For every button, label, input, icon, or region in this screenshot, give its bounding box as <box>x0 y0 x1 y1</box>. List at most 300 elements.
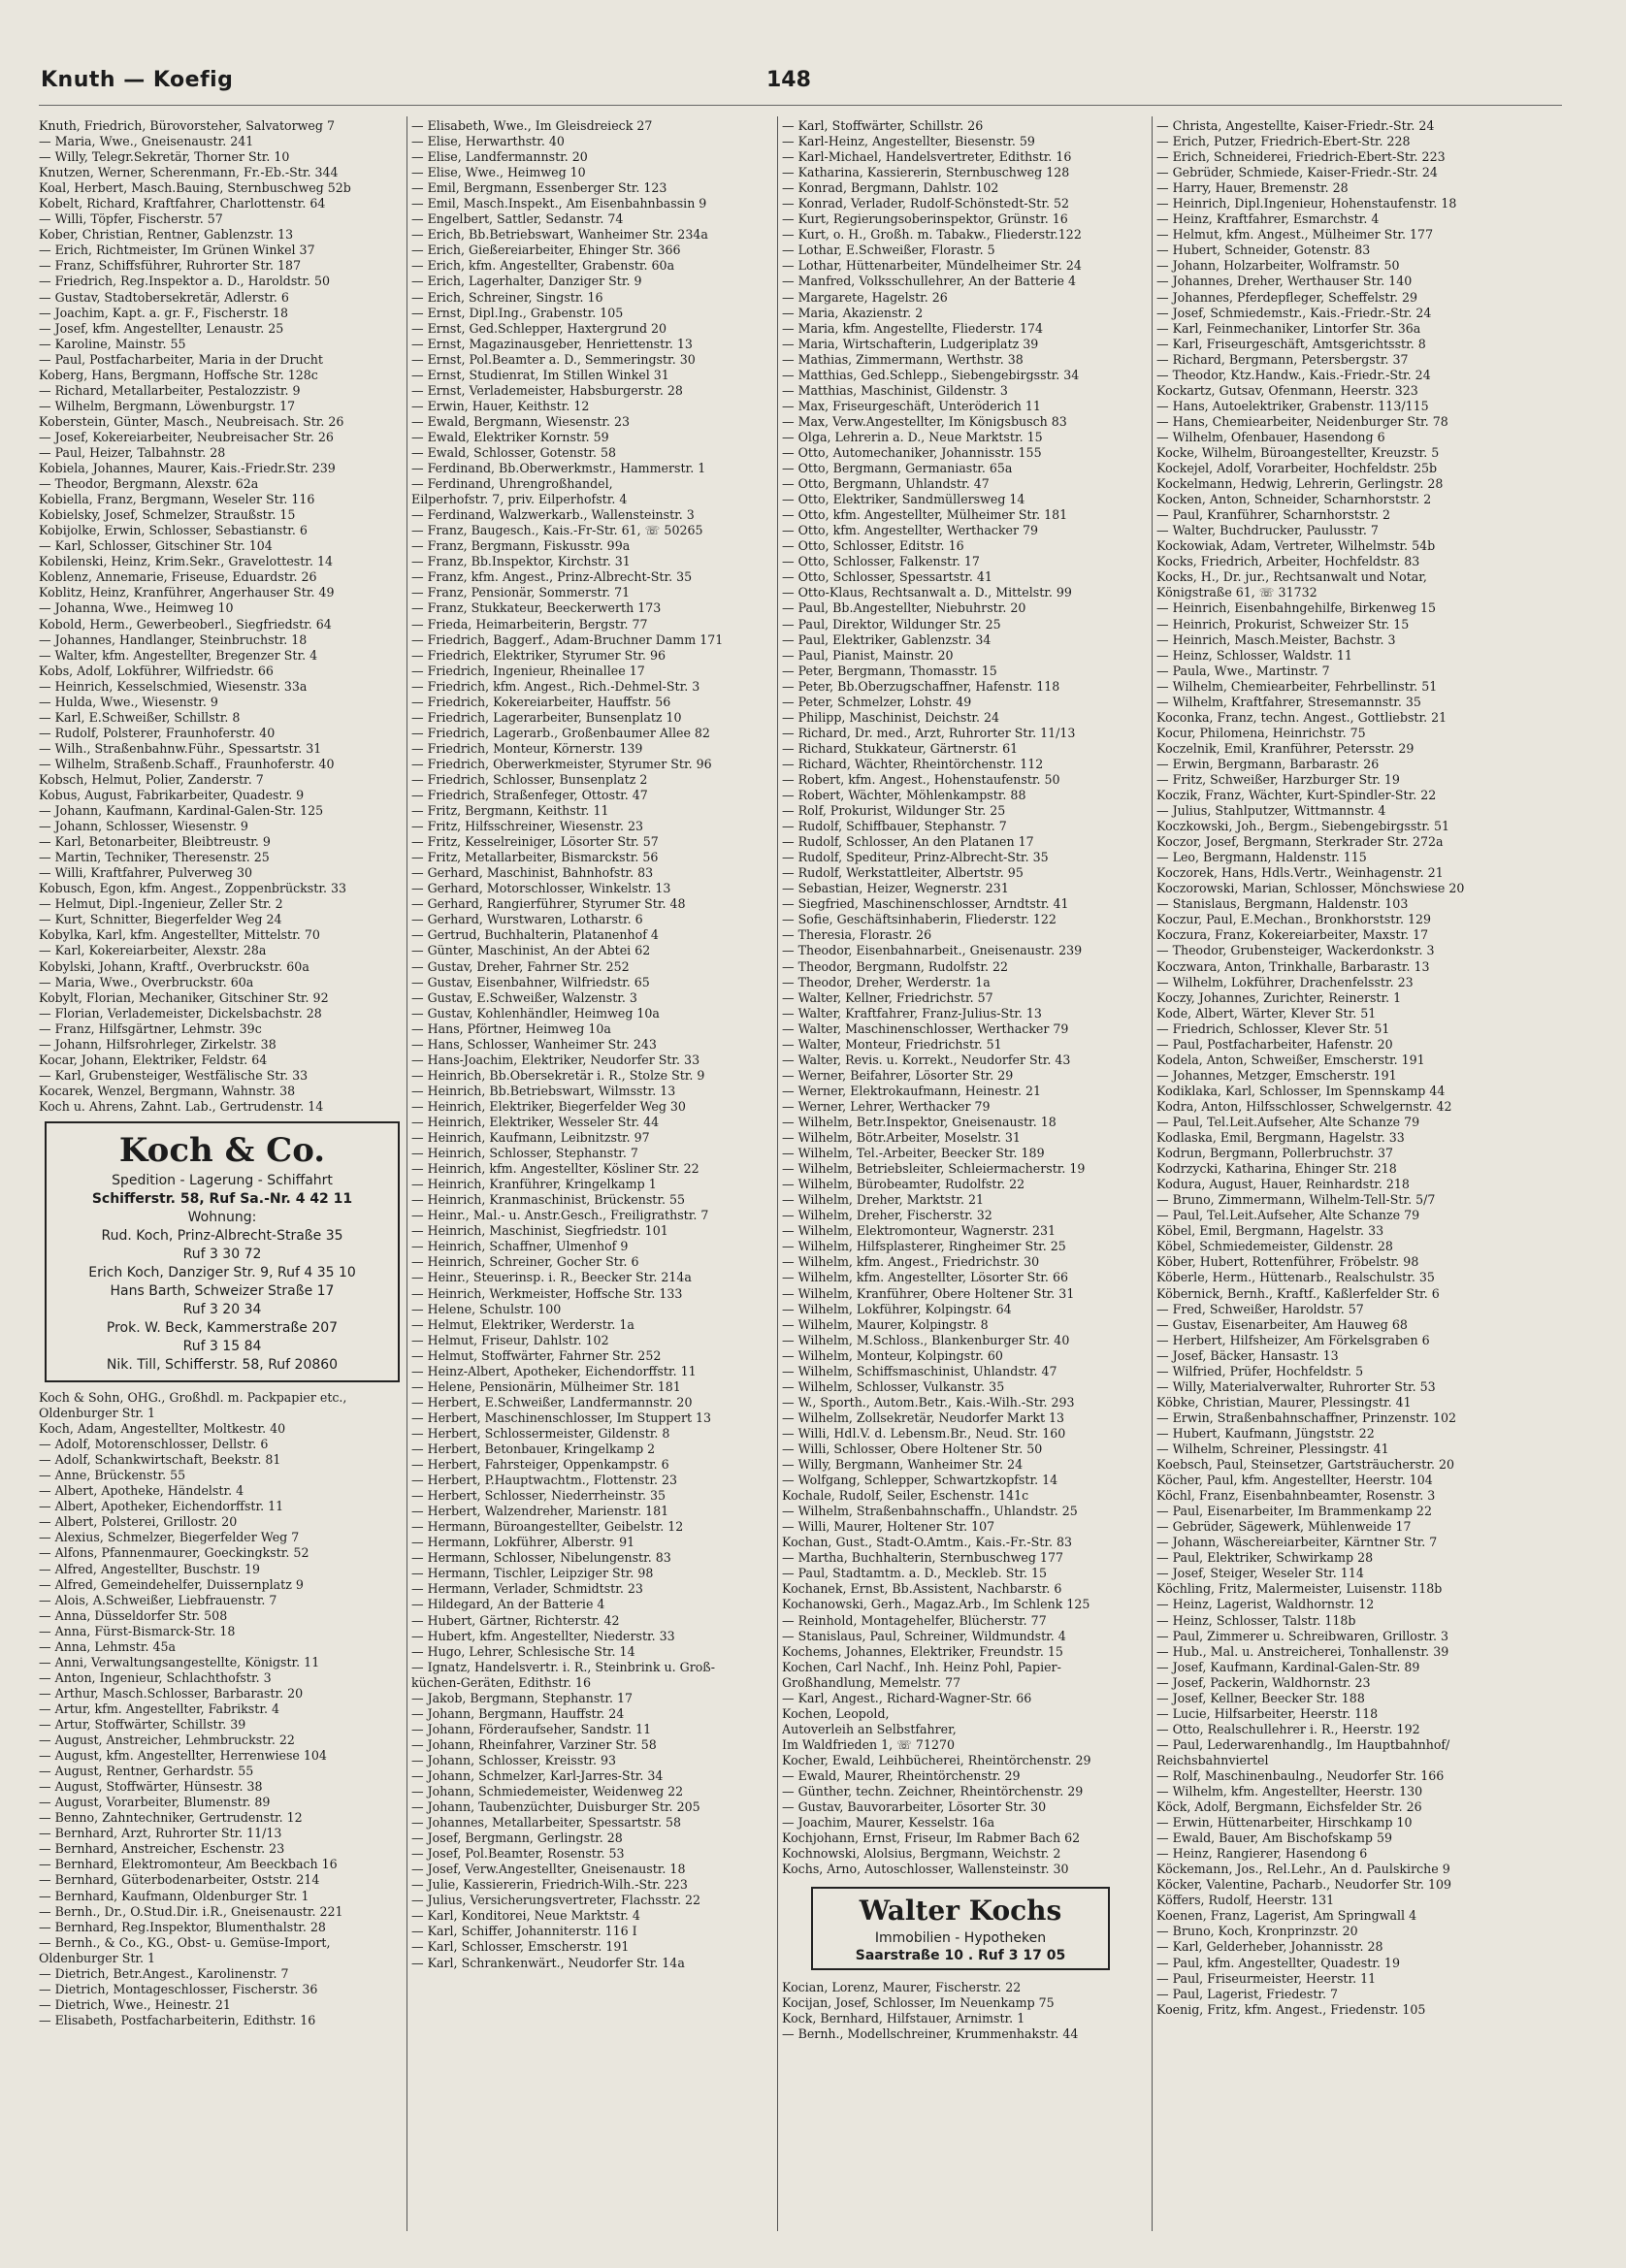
directory-entry: — Helene, Pensionärin, Mülheimer Str. 181 <box>411 1378 681 1394</box>
directory-entry: Kocijan, Josef, Schlosser, Im Neuenkamp 75 <box>782 1995 1055 2011</box>
directory-entry: — Wilhelm, Straßenbahnschaffn., Uhlandstr. 25 <box>782 1504 1078 1519</box>
directory-entry: — Erich, Gießereiarbeiter, Ehinger Str. 366 <box>411 243 681 258</box>
directory-entry: Köbel, Schmiedemeister, Gildenstr. 28 <box>1156 1239 1393 1254</box>
directory-entry: — Albert, Polsterei, Grillostr. 20 <box>39 1514 238 1530</box>
directory-entry: — Hans, Chemiearbeiter, Neidenburger Str. 78 <box>1156 413 1448 429</box>
directory-entry: — August, Stoffwärter, Hünsestr. 38 <box>39 1779 263 1795</box>
directory-entry: — Erich, kfm. Angestellter, Grabenstr. 60a <box>411 258 675 274</box>
directory-entry: — Johann, Schlosser, Kreisstr. 93 <box>411 1752 617 1767</box>
ad-line: Erich Koch, Danziger Str. 9, Ruf 4 35 10 <box>88 1265 356 1280</box>
directory-entry: — Karl, Angest., Richard-Wagner-Str. 66 <box>782 1690 1032 1705</box>
directory-entry: — Karl, Friseurgeschäft, Amtsgerichtsstr. 8 <box>1156 336 1426 351</box>
directory-entry: Koczwara, Anton, Trinkhalle, Barbarastr. 13 <box>1156 958 1430 974</box>
directory-entry: — Johann, Förderaufseher, Sandstr. 11 <box>411 1721 652 1736</box>
directory-entry: Kode, Albert, Wärter, Klever Str. 51 <box>1156 1005 1377 1021</box>
directory-entry: — Elise, Landfermannstr. 20 <box>411 149 588 165</box>
directory-entry: Kodiklaka, Karl, Schlosser, Im Spennskamp 44 <box>1156 1083 1446 1098</box>
directory-entry: Kobiella, Franz, Bergmann, Weseler Str. 116 <box>39 492 315 507</box>
directory-entry: — Hans, Pförtner, Heimweg 10a <box>411 1021 611 1036</box>
directory-entry: — Albert, Apotheke, Händelstr. 4 <box>39 1483 244 1499</box>
directory-entry: — Peter, Bergmann, Thomasstr. 15 <box>782 663 997 678</box>
directory-entry: — Karl, Feinmechaniker, Lintorfer Str. 36a <box>1156 320 1421 336</box>
directory-entry: Koenen, Franz, Lagerist, Am Springwall 4 <box>1156 1908 1417 1924</box>
directory-entry: Kobylski, Johann, Kraftf., Overbruckstr. 60a <box>39 958 309 974</box>
directory-entry: — Josef, Kaufmann, Kardinal-Galen-Str. 89 <box>1156 1659 1420 1674</box>
directory-entry: — Walter, Monteur, Friedrichstr. 51 <box>782 1036 1002 1052</box>
directory-entry: Kockowiak, Adam, Vertreter, Wilhelmstr. 54b <box>1156 538 1436 554</box>
directory-entry: — Maria, Wirtschafterin, Ludgeriplatz 39 <box>782 336 1039 351</box>
directory-entry: — Erwin, Bergmann, Barbarastr. 26 <box>1156 756 1380 771</box>
directory-entry: Koch & Sohn, OHG., Großhdl. m. Packpapier etc., <box>39 1390 347 1405</box>
directory-entry: — Josef, Bäcker, Hansastr. 13 <box>1156 1347 1339 1363</box>
directory-entry: — Friedrich, Schlosser, Bunsenplatz 2 <box>411 771 648 787</box>
directory-entry: — Franz, kfm. Angest., Prinz-Albrecht-Str. 35 <box>411 569 693 585</box>
directory-entry: — Gustav, Eisenarbeiter, Am Hauweg 68 <box>1156 1316 1408 1332</box>
directory-entry: — Johann, Holzarbeiter, Wolframstr. 50 <box>1156 258 1400 274</box>
directory-entry: — Erich, Lagerhalter, Danziger Str. 9 <box>411 274 642 289</box>
directory-entry: — Heinrich, Elektriker, Biegerfelder Weg 30 <box>411 1098 686 1114</box>
directory-entry: — Johann, Schlosser, Wiesenstr. 9 <box>39 819 248 834</box>
directory-entry: — Lothar, E.Schweißer, Florastr. 5 <box>782 243 995 258</box>
directory-entry: — Heinrich, Prokurist, Schweizer Str. 15 <box>1156 616 1410 632</box>
directory-entry: — Heinrich, Schreiner, Gocher Str. 6 <box>411 1254 639 1270</box>
directory-entry: — Fred, Schweißer, Haroldstr. 57 <box>1156 1301 1364 1316</box>
directory-entry: Kodela, Anton, Schweißer, Emscherstr. 191 <box>1156 1052 1425 1067</box>
directory-entry: — Helene, Schulstr. 100 <box>411 1301 562 1316</box>
directory-entry: — Heinz, Schlosser, Waldstr. 11 <box>1156 647 1352 663</box>
directory-entry: — Paul, Eisenarbeiter, Im Brammenkamp 22 <box>1156 1504 1432 1519</box>
directory-entry: — Heinrich, Werkmeister, Hoffsche Str. 133 <box>411 1285 683 1301</box>
directory-entry: Kocken, Anton, Schneider, Scharnhorststr. 2 <box>1156 492 1432 507</box>
directory-entry: — Gustav, Stadtobersekretär, Adlerstr. 6 <box>39 289 289 305</box>
directory-entry: — Erich, Schneiderei, Friedrich-Ebert-Str. 223 <box>1156 149 1446 165</box>
directory-entry: Köck, Adolf, Bergmann, Eichsfelder Str. 26 <box>1156 1799 1422 1815</box>
directory-entry: — Friedrich, Schlosser, Klever Str. 51 <box>1156 1021 1390 1036</box>
directory-entry: — Franz, Bergmann, Fiskusstr. 99a <box>411 538 631 554</box>
directory-entry: — Wilhelm, Kraftfahrer, Stresemannstr. 35 <box>1156 694 1421 709</box>
directory-entry: — Heinrich, kfm. Angestellter, Kösliner Str. 22 <box>411 1161 699 1177</box>
directory-entry: Koczorek, Hans, Hdls.Vertr., Weinhagenstr. 21 <box>1156 865 1444 881</box>
page-number: 148 <box>766 68 811 92</box>
directory-entry: — Johannes, Metallarbeiter, Spessartstr. 58 <box>411 1815 682 1831</box>
directory-entry: — Paul, Direktor, Wildunger Str. 25 <box>782 616 1001 632</box>
directory-entry: — Matthias, Ged.Schlepp., Siebengebirgsstr. 34 <box>782 367 1080 382</box>
directory-entry: — Maria, Wwe., Overbruckstr. 60a <box>39 974 254 989</box>
directory-entry: — Adolf, Schankwirtschaft, Beekstr. 81 <box>39 1452 281 1468</box>
directory-entry: — Erich, Putzer, Friedrich-Ebert-Str. 228 <box>1156 134 1411 149</box>
directory-entry: Köberle, Herm., Hüttenarb., Realschulstr. 35 <box>1156 1270 1435 1285</box>
directory-entry: — Wilhelm, Betriebsleiter, Schleiermacherstr. 19 <box>782 1161 1086 1177</box>
directory-entry: — Artur, Stoffwärter, Schillstr. 39 <box>39 1716 246 1732</box>
directory-entry: — Erwin, Hüttenarbeiter, Hirschkamp 10 <box>1156 1815 1413 1831</box>
ad-line: Schifferstr. 58, Ruf Sa.-Nr. 4 42 11 <box>91 1191 353 1207</box>
directory-entry: — Franz, Stukkateur, Beeckerwerth 173 <box>411 600 662 616</box>
directory-entry: — Karl, Schrankenwärt., Neudorfer Str. 14a <box>411 1955 685 1970</box>
directory-entry: — Helmut, Dipl.-Ingenieur, Zeller Str. 2 <box>39 896 283 912</box>
directory-entry: — Paul, Bb.Angestellter, Niebuhrstr. 20 <box>782 600 1026 616</box>
directory-entry: — Richard, Bergmann, Petersbergstr. 37 <box>1156 351 1409 367</box>
directory-entry: — Josef, Pol.Beamter, Rosenstr. 53 <box>411 1846 625 1862</box>
directory-entry: Kochale, Rudolf, Seiler, Eschenstr. 141c <box>782 1488 1029 1504</box>
directory-entry: — Dietrich, Montageschlosser, Fischerstr. 36 <box>39 1981 318 1996</box>
directory-entry: — Lothar, Hüttenarbeiter, Mündelheimer Str. 24 <box>782 258 1082 274</box>
directory-entry: — Hermann, Tischler, Leipziger Str. 98 <box>411 1566 654 1581</box>
directory-entry: — Anton, Ingenieur, Schlachthofstr. 3 <box>39 1669 272 1685</box>
directory-entry: — Heinrich, Schlosser, Stephanstr. 7 <box>411 1146 638 1161</box>
directory-entry: — Johann, Kaufmann, Kardinal-Galen-Str. 125 <box>39 803 324 819</box>
directory-entry: Im Waldfrieden 1, ☏ 71270 <box>782 1736 955 1752</box>
directory-entry: Kobylka, Karl, kfm. Angestellter, Mittelstr. 70 <box>39 927 320 943</box>
ad-company-name: Walter Kochs <box>859 1895 1062 1928</box>
directory-entry: — Paul, Elektriker, Schwirkamp 28 <box>1156 1550 1374 1566</box>
ad-line: Ruf 3 20 34 <box>182 1302 262 1317</box>
directory-entry: — Wilhelm, Elektromonteur, Wagnerstr. 231 <box>782 1223 1056 1239</box>
directory-entry: Köckemann, Jos., Rel.Lehr., An d. Paulskirche 9 <box>1156 1862 1450 1877</box>
column-4-entries <box>1156 118 1554 1115</box>
directory-entry: — Olga, Lehrerin a. D., Neue Marktstr. 15 <box>782 429 1043 444</box>
directory-entry: — Paul, Tel.Leit.Aufseher, Alte Schanze 79 <box>1156 1115 1420 1129</box>
directory-entry: — Wilhelm, Bergmann, Löwenburgstr. 17 <box>39 398 296 413</box>
directory-entry: — Wilfried, Prüfer, Hochfeldstr. 5 <box>1156 1363 1364 1378</box>
column-3-entries <box>782 118 1149 1115</box>
directory-entry: — Alexius, Schmelzer, Biegerfelder Weg 7 <box>39 1530 300 1545</box>
directory-entry: — Franz, Schiffsführer, Ruhrorter Str. 187 <box>39 258 302 274</box>
directory-entry: — Wilhelm, Straßenb.Schaff., Fraunhoferstr. 40 <box>39 756 335 771</box>
directory-entry: — Bruno, Koch, Kronprinzstr. 20 <box>1156 1924 1358 1939</box>
directory-entry: — Johannes, Handlanger, Steinbruchstr. 18 <box>39 632 308 647</box>
directory-entry: — Heinrich, Kaufmann, Leibnitzstr. 97 <box>411 1130 650 1146</box>
directory-entry: — Bernhard, Reg.Inspektor, Blumenthalstr. 28 <box>39 1919 326 1934</box>
directory-entry: — Werner, Elektrokaufmann, Heinestr. 21 <box>782 1083 1041 1098</box>
directory-entry: — Wilh., Straßenbahnw.Führ., Spessartstr. 31 <box>39 740 322 756</box>
directory-entry: — Otto, Elektriker, Sandmüllersweg 14 <box>782 492 1025 507</box>
directory-entry: — Erich, Schreiner, Singstr. 16 <box>411 289 603 305</box>
directory-entry: — Werner, Beifahrer, Lösorter Str. 29 <box>782 1067 1014 1083</box>
directory-entry: — Josef, Schmiedemstr., Kais.-Friedr.-Str. 24 <box>1156 305 1432 320</box>
directory-entry: — Rolf, Prokurist, Wildunger Str. 25 <box>782 803 1006 819</box>
directory-entry: — Anna, Lehmstr. 45a <box>39 1638 176 1654</box>
directory-entry: küchen-Geräten, Edithstr. 16 <box>411 1674 592 1690</box>
directory-entry: — Bruno, Zimmermann, Wilhelm-Tell-Str. 5/7 <box>1156 1192 1436 1208</box>
directory-entry: — Josef, Steiger, Weseler Str. 114 <box>1156 1566 1364 1581</box>
directory-entry: — Alois, A.Schweißer, Liebfrauenstr. 7 <box>39 1592 277 1607</box>
directory-entry: — Rolf, Maschinenbaulng., Neudorfer Str. 166 <box>1156 1767 1445 1783</box>
directory-entry: — Artur, kfm. Angestellter, Fabrikstr. 4 <box>39 1701 279 1716</box>
directory-entry: — Willy, Materialverwalter, Ruhrorter Str. 53 <box>1156 1378 1436 1394</box>
directory-entry: — Heinz-Albert, Apotheker, Eichendorffstr. 11 <box>411 1363 697 1378</box>
directory-entry: — Johann, Hilfsrohrleger, Zirkelstr. 38 <box>39 1036 276 1052</box>
directory-entry: — Johann, Taubenzüchter, Duisburger Str. 205 <box>411 1799 700 1815</box>
directory-entry: — Hans-Joachim, Elektriker, Neudorfer Str. 33 <box>411 1052 700 1067</box>
directory-entry: — Christa, Angestellte, Kaiser-Friedr.-Str. 24 <box>1156 118 1435 133</box>
directory-entry: — Friedrich, Straßenfeger, Ottostr. 47 <box>411 788 648 803</box>
directory-entry: — Jakob, Bergmann, Stephanstr. 17 <box>411 1690 634 1705</box>
directory-entry: Kobsch, Helmut, Polier, Zanderstr. 7 <box>39 771 264 787</box>
directory-entry: — Otto, Bergmann, Uhlandstr. 47 <box>782 476 990 492</box>
directory-entry: Koczy, Johannes, Zurichter, Reinerstr. 1 <box>1156 989 1402 1005</box>
directory-entry: — Theodor, Bergmann, Rudolfstr. 22 <box>782 958 1009 974</box>
directory-entry: Koczor, Josef, Bergmann, Sterkrader Str. 272a <box>1156 834 1444 850</box>
directory-entry: Kochen, Carl Nachf., Inh. Heinz Pohl, Papier- <box>782 1659 1061 1674</box>
directory-entry: — Wilhelm, Tel.-Arbeiter, Beecker Str. 189 <box>782 1146 1045 1161</box>
directory-entry: — Max, Friseurgeschäft, Unteröderich 11 <box>782 398 1041 413</box>
directory-entry: — Max, Verw.Angestellter, Im Königsbusch 83 <box>782 413 1067 429</box>
directory-entry: — Katharina, Kassiererin, Sternbuschweg 128 <box>782 165 1070 180</box>
directory-entry: — Elise, Wwe., Heimweg 10 <box>411 165 586 180</box>
directory-entry: — Friedrich, Ingenieur, Rheinallee 17 <box>411 663 645 678</box>
directory-entry: — Wilhelm, kfm. Angestellter, Lösorter Str. 66 <box>782 1270 1068 1285</box>
directory-entry: Kobs, Adolf, Lokführer, Wilfriedstr. 66 <box>39 663 274 678</box>
directory-entry: — Wilhelm, Bötr.Arbeiter, Moselstr. 31 <box>782 1130 1021 1146</box>
directory-entry: Oldenburger Str. 1 <box>39 1406 156 1421</box>
directory-entry: Köffers, Rudolf, Heerstr. 131 <box>1156 1893 1335 1908</box>
directory-entry: Kocar, Johann, Elektriker, Feldstr. 64 <box>39 1052 268 1067</box>
directory-entry: — Heinrich, Elektriker, Wesseler Str. 44 <box>411 1115 660 1129</box>
ad-line: Ruf 3 30 72 <box>182 1247 262 1262</box>
directory-entry: — Walter, kfm. Angestellter, Bregenzer Str. 4 <box>39 647 318 663</box>
directory-entry: — Franz, Pensionär, Sommerstr. 71 <box>411 585 631 600</box>
directory-entry: — Matthias, Maschinist, Gildenstr. 3 <box>782 382 1008 398</box>
directory-entry: Köcher, Paul, kfm. Angestellter, Heerstr. 104 <box>1156 1473 1433 1488</box>
directory-entry: — Paul, Kranführer, Scharnhorststr. 2 <box>1156 507 1391 523</box>
directory-entry: Koch, Adam, Angestellter, Moltkestr. 40 <box>39 1421 286 1437</box>
directory-entry: — Herbert, Fahrsteiger, Oppenkampstr. 6 <box>411 1457 669 1473</box>
directory-entry: — Wilhelm, Schreiner, Plessingstr. 41 <box>1156 1441 1389 1456</box>
directory-entry: — Karl-Heinz, Angestellter, Biesenstr. 59 <box>782 134 1035 149</box>
directory-entry: — August, Rentner, Gerhardstr. 55 <box>39 1764 254 1779</box>
directory-entry: — Walter, Buchdrucker, Paulusstr. 7 <box>1156 523 1379 538</box>
directory-entry: — Willi, Töpfer, Fischerstr. 57 <box>39 211 223 227</box>
directory-entry: — Johann, Rheinfahrer, Varziner Str. 58 <box>411 1736 657 1752</box>
directory-entry: — Theresia, Florastr. 26 <box>782 927 932 943</box>
directory-entry: Kodra, Anton, Hilfsschlosser, Schwelgernstr. 42 <box>1156 1098 1452 1114</box>
directory-entry: Koebsch, Paul, Steinsetzer, Gartsträucherstr. 20 <box>1156 1457 1454 1473</box>
directory-entry: — Ernst, Magazinausgeber, Henriettenstr. 13 <box>411 336 693 351</box>
column-4-entries-continued <box>1156 1115 1554 2018</box>
directory-entry: — Rudolf, Schlosser, An den Platanen 17 <box>782 834 1034 850</box>
directory-entry: — Elisabeth, Wwe., Im Gleisdreieck 27 <box>411 118 653 133</box>
directory-entry: — Emil, Bergmann, Essenberger Str. 123 <box>411 180 667 196</box>
directory-entry: — Bernhard, Güterbodenarbeiter, Oststr. 214 <box>39 1872 320 1888</box>
directory-entry: — Konrad, Bergmann, Dahlstr. 102 <box>782 180 999 196</box>
directory-entry: — Stanislaus, Paul, Schreiner, Wildmundstr. 4 <box>782 1628 1066 1643</box>
directory-entry: — Dietrich, Betr.Angest., Karolinenstr. 7 <box>39 1965 289 1981</box>
directory-entry: — Karl, Konditorei, Neue Marktstr. 4 <box>411 1908 640 1924</box>
directory-entry: — Martha, Buchhalterin, Sternbuschweg 177 <box>782 1550 1063 1566</box>
directory-entry: — Gustav, Dreher, Fahrner Str. 252 <box>411 958 630 974</box>
directory-entry: — Theodor, Dreher, Werderstr. 1a <box>782 974 991 989</box>
directory-entry: — Theodor, Eisenbahnarbeit., Gneisenaustr. 239 <box>782 943 1083 958</box>
column-divider <box>1152 116 1153 2231</box>
column-4 <box>1156 118 1554 2018</box>
directory-entry: Koblenz, Annemarie, Friseuse, Eduardstr. 26 <box>39 569 317 585</box>
directory-entry: — Bernhard, Elektromonteur, Am Beeckbach 16 <box>39 1857 338 1872</box>
directory-entry: — Herbert, Walzendreher, Marienstr. 181 <box>411 1504 669 1519</box>
directory-entry: — Hermann, Lokführer, Alberstr. 91 <box>411 1535 635 1550</box>
directory-entry: — Otto, Realschullehrer i. R., Heerstr. 192 <box>1156 1721 1420 1736</box>
directory-entry: — Lucie, Hilfsarbeiter, Heerstr. 118 <box>1156 1705 1379 1721</box>
directory-entry: — Kurt, Regierungsoberinspektor, Grünstr. 16 <box>782 211 1068 227</box>
directory-entry: — Karl, Schlosser, Gitschiner Str. 104 <box>39 538 273 554</box>
directory-entry: — Rudolf, Werkstattleiter, Albertstr. 95 <box>782 865 1024 881</box>
directory-entry: Koal, Herbert, Masch.Bauing, Sternbuschweg 52b <box>39 180 351 196</box>
directory-entry: Köber, Hubert, Rottenführer, Fröbelstr. 98 <box>1156 1254 1419 1270</box>
ad-line: Nik. Till, Schifferstr. 58, Ruf 20860 <box>106 1357 339 1373</box>
directory-entry: — Helmut, kfm. Angest., Mülheimer Str. 177 <box>1156 227 1434 243</box>
directory-entry: — Herbert, Schlosser, Niederrheinstr. 35 <box>411 1488 667 1504</box>
directory-entry: Kocke, Wilhelm, Büroangestellter, Kreuzstr. 5 <box>1156 444 1440 460</box>
ad-line: Ruf 3 15 84 <box>182 1339 262 1354</box>
directory-entry: — Otto, Automechaniker, Johannisstr. 155 <box>782 444 1042 460</box>
directory-entry: — Willi, Maurer, Holtener Str. 107 <box>782 1519 995 1535</box>
directory-entry: — Paula, Wwe., Martinstr. 7 <box>1156 663 1330 678</box>
directory-entry: — Leo, Bergmann, Haldenstr. 115 <box>1156 850 1367 865</box>
directory-entry: — Ernst, Dipl.Ing., Grabenstr. 105 <box>411 305 624 320</box>
directory-entry: — Hubert, Schneider, Gotenstr. 83 <box>1156 243 1371 258</box>
directory-entry: — Maria, Wwe., Gneisenaustr. 241 <box>39 134 254 149</box>
directory-entry: — Martin, Techniker, Theresenstr. 25 <box>39 850 270 865</box>
directory-entry: Koczorowski, Marian, Schlosser, Mönchswiese 20 <box>1156 881 1465 896</box>
directory-entry: — Günther, techn. Zeichner, Rheintörchenstr. 29 <box>782 1784 1084 1799</box>
directory-entry: — Gustav, Bauvorarbeiter, Lösorter Str. 30 <box>782 1799 1047 1815</box>
directory-entry: — Fritz, Bergmann, Keithstr. 11 <box>411 803 609 819</box>
directory-entry: — Otto, kfm. Angestellter, Mülheimer Str. 181 <box>782 507 1068 523</box>
directory-entry: Autoverleih an Selbstfahrer, <box>782 1721 957 1736</box>
directory-entry: — Mathias, Zimmermann, Werthstr. 38 <box>782 351 1024 367</box>
directory-entry: Kochen, Leopold, <box>782 1705 890 1721</box>
directory-entry: — Johann, Bergmann, Hauffstr. 24 <box>411 1705 625 1721</box>
directory-entry: — Maria, kfm. Angestellte, Fliederstr. 174 <box>782 320 1044 336</box>
directory-entry: — Heinrich, Eisenbahngehilfe, Birkenweg 15 <box>1156 600 1437 616</box>
directory-entry: — Paul, Lederwarenhandlg., Im Hauptbahnhof/ <box>1156 1736 1450 1752</box>
directory-entry: — Herbert, P.Hauptwachtm., Flottenstr. 23 <box>411 1473 677 1488</box>
directory-entry: — Friedrich, Kokereiarbeiter, Hauffstr. 56 <box>411 694 671 709</box>
directory-entry: Kobielsky, Josef, Schmelzer, Straußstr. 15 <box>39 507 296 523</box>
directory-entry: — Heinrich, Schaffner, Ulmenhof 9 <box>411 1239 629 1254</box>
directory-entry: — Hans, Schlosser, Wanheimer Str. 243 <box>411 1036 657 1052</box>
directory-entry: — Hugo, Lehrer, Schlesische Str. 14 <box>411 1643 635 1659</box>
directory-entry: — Heinz, Kraftfahrer, Esmarchstr. 4 <box>1156 211 1380 227</box>
directory-entry: — Adolf, Motorenschlosser, Dellstr. 6 <box>39 1437 269 1452</box>
koch-co-advertisement <box>45 1121 400 1382</box>
directory-entry: — Josef, Kokereiarbeiter, Neubreisacher Str. 26 <box>39 429 334 444</box>
directory-entry: Koczkowski, Joh., Bergm., Siebengebirgsstr. 51 <box>1156 819 1450 834</box>
directory-entry: — Walter, Revis. u. Korrekt., Neudorfer Str. 43 <box>782 1052 1071 1067</box>
directory-entry: — Johanna, Wwe., Heimweg 10 <box>39 600 234 616</box>
directory-entry: — Ewald, Schlosser, Gotenstr. 58 <box>411 444 617 460</box>
directory-entry: — Alfons, Pfannenmaurer, Goeckingkstr. 52 <box>39 1545 309 1561</box>
directory-entry: — Paul, Postfacharbeiter, Maria in der Drucht <box>39 351 323 367</box>
column-3-entries-continued <box>782 1115 1149 1877</box>
ad-line: Spedition - Lagerung - Schiffahrt <box>112 1173 333 1188</box>
directory-entry: — Johann, Schmiedemeister, Weidenweg 22 <box>411 1784 684 1799</box>
directory-entry: Koconka, Franz, techn. Angest., Gottliebstr. 21 <box>1156 709 1447 725</box>
walter-kochs-advertisement <box>811 1887 1110 1970</box>
directory-entry: Kochnowski, Alolsius, Bergmann, Weichstr. 2 <box>782 1846 1061 1862</box>
directory-entry: Reichsbahnviertel <box>1156 1752 1269 1767</box>
directory-entry: — Richard, Dr. med., Arzt, Ruhrorter Str. 11/13 <box>782 725 1076 740</box>
directory-entry: — Bernh., Dr., O.Stud.Dir. i.R., Gneisenaustr. 221 <box>39 1903 343 1919</box>
directory-entry: — Ignatz, Handelsvertr. i. R., Steinbrink u. Groß- <box>411 1659 715 1674</box>
directory-entry: — Gustav, E.Schweißer, Walzenstr. 3 <box>411 989 637 1005</box>
directory-entry: — Paul, Friseurmeister, Heerstr. 11 <box>1156 1970 1377 1986</box>
column-divider <box>406 116 407 2231</box>
directory-entry: — Friedrich, Reg.Inspektor a. D., Haroldstr. 50 <box>39 274 331 289</box>
directory-entry: Koczelnik, Emil, Kranführer, Petersstr. 29 <box>1156 740 1415 756</box>
directory-entry: Kober, Christian, Rentner, Gablenzstr. 13 <box>39 227 294 243</box>
directory-entry: — Robert, Wächter, Möhlenkampstr. 88 <box>782 788 1026 803</box>
directory-entry: — Herbert, E.Schweißer, Landfermannstr. 20 <box>411 1394 693 1409</box>
directory-entry: — Erwin, Straßenbahnschaffner, Prinzenstr. 102 <box>1156 1409 1457 1425</box>
directory-entry: — Heinr., Steuerinsp. i. R., Beecker Str. 214a <box>411 1270 692 1285</box>
directory-entry: — Elise, Herwarthstr. 40 <box>411 134 565 149</box>
directory-entry: — Theodor, Grubensteiger, Wackerdonkstr. 3 <box>1156 943 1435 958</box>
directory-entry: — Helmut, Friseur, Dahlstr. 102 <box>411 1332 609 1347</box>
directory-entry: — Sofie, Geschäftsinhaberin, Fliederstr. 122 <box>782 912 1057 927</box>
directory-entry: Kochanek, Ernst, Bb.Assistent, Nachbarstr. 6 <box>782 1581 1062 1597</box>
directory-entry: — Wilhelm, Lokführer, Kolpingstr. 64 <box>782 1301 1012 1316</box>
directory-entry: — Hubert, Kaufmann, Jüngststr. 22 <box>1156 1425 1375 1441</box>
directory-entry: — Willy, Telegr.Sekretär, Thorner Str. 10 <box>39 149 290 165</box>
directory-entry: — Wilhelm, Kranführer, Obere Holtener Str. 31 <box>782 1285 1075 1301</box>
directory-entry: Köbernick, Bernh., Kraftf., Kaßlerfelder Str. 6 <box>1156 1285 1440 1301</box>
directory-entry: — Theodor, Ktz.Handw., Kais.-Friedr.-Str. 24 <box>1156 367 1431 382</box>
directory-entry: Kobold, Herm., Gewerbeoberl., Siegfriedstr. 64 <box>39 616 332 632</box>
directory-entry: — Gerhard, Wurstwaren, Lotharstr. 6 <box>411 912 643 927</box>
directory-entry: — Ewald, Bauer, Am Bischofskamp 59 <box>1156 1831 1392 1846</box>
directory-entry: — Wilhelm, Zollsekretär, Neudorfer Markt 13 <box>782 1409 1065 1425</box>
directory-entry: — Johannes, Metzger, Emscherstr. 191 <box>1156 1067 1397 1083</box>
directory-entry: — Wilhelm, Schlosser, Vulkanstr. 35 <box>782 1378 1005 1394</box>
directory-entry: — Friedrich, kfm. Angest., Rich.-Dehmel-Str. 3 <box>411 678 700 694</box>
directory-entry: — Willi, Schlosser, Obere Holtener Str. 50 <box>782 1441 1043 1456</box>
directory-entry: — Ernst, Verlademeister, Habsburgerstr. 28 <box>411 382 683 398</box>
directory-entry: — Helmut, Stoffwärter, Fahrner Str. 252 <box>411 1347 662 1363</box>
directory-entry: — Rudolf, Schiffbauer, Stephanstr. 7 <box>782 819 1007 834</box>
directory-entry: — Karl-Michael, Handelsvertreter, Edithstr. 16 <box>782 149 1072 165</box>
directory-entry: — Otto, Schlosser, Editstr. 16 <box>782 538 964 554</box>
directory-entry: — Otto, kfm. Angestellter, Werthacker 79 <box>782 523 1039 538</box>
directory-entry: Koczik, Franz, Wächter, Kurt-Spindler-Str. 22 <box>1156 788 1437 803</box>
directory-entry: — Heinrich, Bb.Obersekretär i. R., Stolze Str. 9 <box>411 1067 705 1083</box>
directory-entry: — Anne, Brückenstr. 55 <box>39 1468 186 1483</box>
directory-entry: — Manfred, Volksschullehrer, An der Batterie 4 <box>782 274 1077 289</box>
directory-entry: Kodrzycki, Katharina, Ehinger Str. 218 <box>1156 1161 1397 1177</box>
directory-entry: — Fritz, Metallarbeiter, Bismarckstr. 56 <box>411 850 659 865</box>
directory-entry: — Rudolf, Polsterer, Fraunhoferstr. 40 <box>39 725 276 740</box>
directory-entry: — Willi, Kraftfahrer, Pulverweg 30 <box>39 865 253 881</box>
directory-entry: — Karoline, Mainstr. 55 <box>39 336 186 351</box>
directory-entry: — Josef, Verw.Angestellter, Gneisenaustr. 18 <box>411 1862 686 1877</box>
directory-entry: — Josef, Bergmann, Gerlingstr. 28 <box>411 1831 623 1846</box>
directory-entry: — Emil, Masch.Inspekt., Am Eisenbahnbassin 9 <box>411 196 707 211</box>
directory-entry: — Paul, Postfacharbeiter, Hafenstr. 20 <box>1156 1036 1393 1052</box>
directory-entry: — Gustav, Kohlenhändler, Heimweg 10a <box>411 1005 660 1021</box>
column-1 <box>39 118 406 2028</box>
directory-entry: — Albert, Apotheker, Eichendorffstr. 11 <box>39 1499 284 1514</box>
directory-entry: — Heinrich, Kesselschmied, Wiesenstr. 33a <box>39 678 308 694</box>
directory-entry: — Siegfried, Maschinenschlosser, Arndtstr. 41 <box>782 896 1069 912</box>
directory-entry: Kodrun, Bergmann, Pollerbruchstr. 37 <box>1156 1146 1394 1161</box>
directory-entry: — Paul, Pianist, Mainstr. 20 <box>782 647 954 663</box>
directory-entry: — Anni, Verwaltungsangestellte, Königstr. 11 <box>39 1654 320 1669</box>
directory-entry: — Kurt, Schnitter, Biegerfelder Weg 24 <box>39 912 282 927</box>
directory-entry: Großhandlung, Memelstr. 77 <box>782 1674 961 1690</box>
ad-company-name: Koch & Co. <box>118 1131 326 1170</box>
directory-entry: — Anna, Fürst-Bismarck-Str. 18 <box>39 1623 236 1638</box>
ad-line: Prok. W. Beck, Kammerstraße 207 <box>106 1320 339 1336</box>
directory-entry: — Bernh., & Co., KG., Obst- u. Gemüse-Import, <box>39 1934 331 1950</box>
